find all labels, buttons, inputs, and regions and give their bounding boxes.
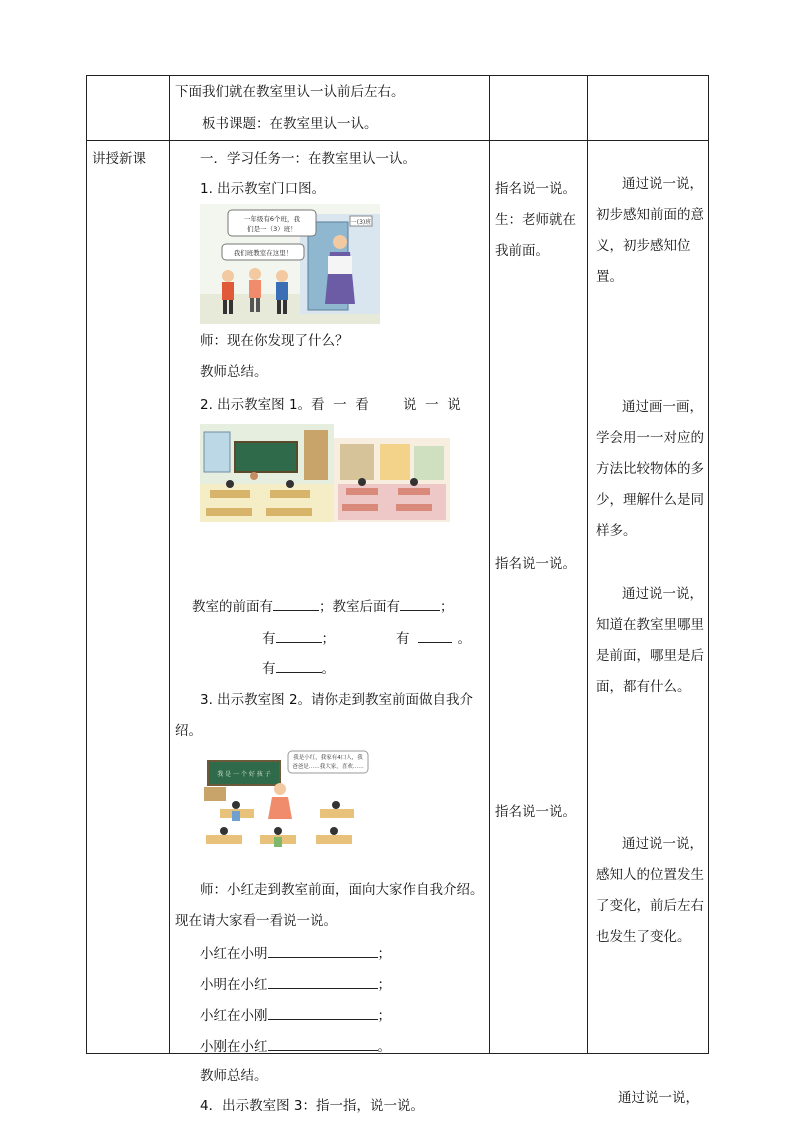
question-1: 小红在小明 ； <box>200 943 391 964</box>
lesson-plan-table <box>86 75 709 1114</box>
intro-text: 下面我们就在教室里认一认前后左右。 <box>175 84 405 100</box>
intent-5: 通过说一说， <box>618 1090 699 1106</box>
fill-line-2b <box>396 628 471 649</box>
answer-blank <box>273 596 319 611</box>
classroom-illustration-2 <box>200 749 372 859</box>
teacher-question: 师：现在你发现了什么？ <box>200 333 349 349</box>
svg-text:爸爸是……我大家，喜欢……: 爸爸是……我大家，喜欢…… <box>292 764 364 770</box>
question-2: 小明在小红 ； <box>200 974 391 995</box>
step-3-line-2: 绍。 <box>175 723 202 739</box>
answer-blank <box>400 596 440 611</box>
step-3-line-1: 3. 出示教室图 2。请你走到教室前面做自我介 <box>200 692 474 708</box>
fill-you-label: 有 <box>262 661 276 677</box>
cell-empty <box>490 76 588 141</box>
task-title: 一．学习任务一：在教室里认一认。 <box>200 151 416 167</box>
activity-answer-2: 我前面。 <box>495 243 549 259</box>
intent-2: 通过画一画，学会用一一对应的方法比较物体的多少，理解什么是同样多。 <box>596 399 704 539</box>
question-4: 小刚在小红 。 <box>200 1036 391 1057</box>
fill-line-3 <box>262 658 335 679</box>
table-row-intro <box>87 76 709 141</box>
cell-intro-content <box>170 76 490 141</box>
activity-say-3: 指名说一说。 <box>495 804 576 820</box>
intent-1: 通过说一说，初步感知前面的意义，初步感知位置。 <box>596 176 704 285</box>
fill-line-2a <box>262 628 335 649</box>
answer-blank <box>268 1005 378 1020</box>
step-4: 4．出示教室图 3：指一指，说一说。 <box>200 1098 424 1114</box>
svg-text:们是一（3）班！: 们是一（3）班！ <box>247 225 297 233</box>
teacher-summary-2: 教师总结。 <box>200 1068 268 1084</box>
cell-empty <box>588 76 709 141</box>
teacher-intro-line-2: 现在请大家看一看说一说。 <box>175 913 337 929</box>
cell-empty <box>87 76 170 141</box>
intent-4: 通过说一说，感知人的位置发生了变化，前后左右也发生了变化。 <box>596 836 704 945</box>
fill-you-label: 有 <box>396 631 410 647</box>
svg-text:一年级有6个班，我: 一年级有6个班，我 <box>243 215 301 223</box>
fill-you-label: 有 <box>262 631 276 647</box>
activity-say-2: 指名说一说。 <box>495 556 576 572</box>
bubble-our-class: 我们班教室在这里！ <box>233 249 293 257</box>
activity-say: 指名说一说。 <box>495 181 576 197</box>
blackboard-text: 我 是 一 个 好 孩 子 <box>217 771 271 778</box>
teacher-intro-line-1: 师：小红走到教室前面，面向大家作自我介绍。 <box>200 882 484 898</box>
table-row-new-lesson <box>87 141 709 1054</box>
answer-blank <box>268 943 378 958</box>
answer-blank <box>276 658 322 673</box>
activity-answer-1: 生：老师就在 <box>495 212 576 228</box>
question-3: 小红在小刚 ； <box>200 1005 391 1026</box>
cell-student-activity <box>490 141 588 1054</box>
separator: ； <box>440 599 454 615</box>
cell-design-intent <box>588 141 709 1106</box>
classroom-door-illustration <box>200 204 380 324</box>
intent-3: 通过说一说，知道在教室里哪里是前面，哪里是后面，都有什么。 <box>596 586 704 695</box>
answer-blank <box>418 628 452 643</box>
fill-line-1 <box>192 596 454 617</box>
answer-blank <box>268 974 378 989</box>
answer-blank <box>276 628 322 643</box>
door-sign-text: 一(3)班 <box>350 219 372 226</box>
teacher-summary-1: 教师总结。 <box>200 364 268 380</box>
period: 。 <box>457 631 471 647</box>
step-1: 1. 出示教室门口图。 <box>200 181 326 197</box>
cell-section-label <box>87 141 170 1054</box>
cell-lesson-content <box>170 141 490 1114</box>
separator: ； <box>321 631 335 647</box>
answer-blank <box>268 1036 378 1051</box>
period: 。 <box>321 661 335 677</box>
step-2: 2. 出示教室图 1。看 一 看 说 一 说 <box>200 397 461 413</box>
board-title: 板书课题：在教室里认一认。 <box>202 116 378 132</box>
classroom-illustrations-1 <box>200 424 450 522</box>
fill-front-label: 教室的前面有 <box>192 599 273 615</box>
section-label: 讲授新课 <box>92 151 146 167</box>
svg-text:我是小红，我家有4口人，我: 我是小红，我家有4口人，我 <box>293 755 363 761</box>
fill-back-label: ；教室后面有 <box>319 599 400 615</box>
